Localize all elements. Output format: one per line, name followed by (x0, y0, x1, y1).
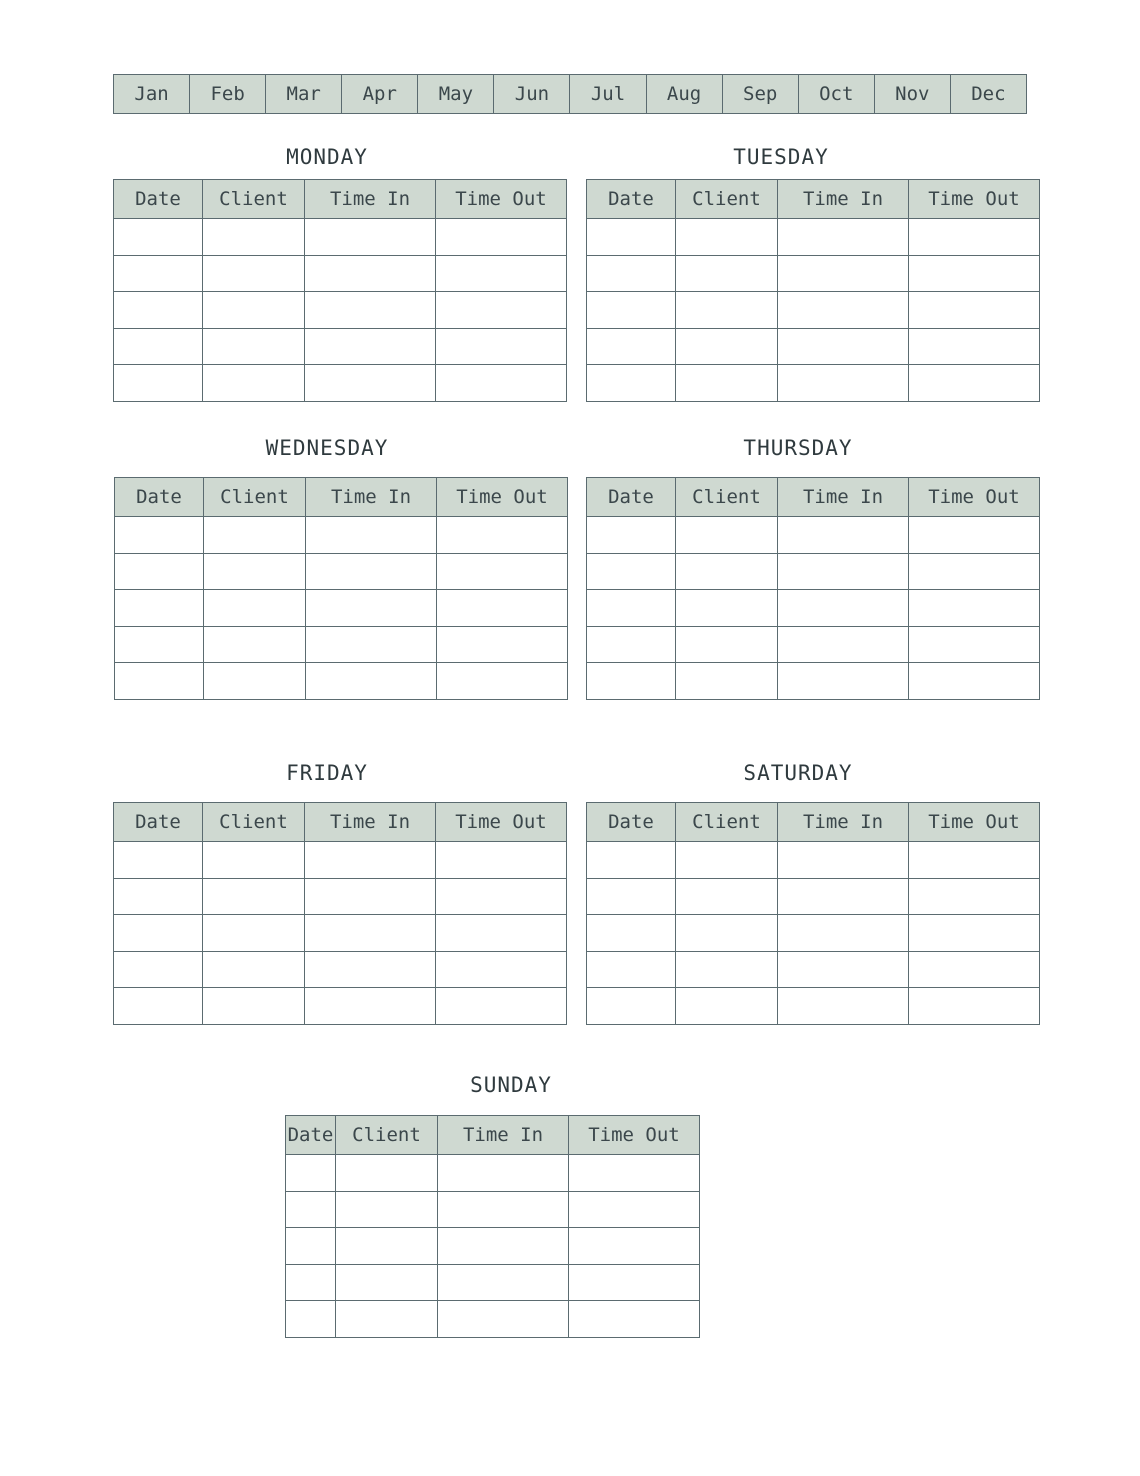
time-out-cell[interactable] (437, 553, 568, 590)
time-in-cell[interactable] (306, 626, 437, 663)
time-out-cell[interactable] (909, 590, 1040, 627)
date-cell[interactable] (587, 988, 676, 1025)
day-title-sunday: SUNDAY (470, 1073, 552, 1097)
time-in-cell[interactable] (778, 255, 909, 292)
friday-table (113, 802, 567, 1025)
date-cell[interactable] (286, 1301, 336, 1338)
date-cell[interactable] (587, 365, 676, 402)
time-in-cell[interactable] (778, 878, 909, 915)
month-bar (113, 74, 1027, 114)
table-row (115, 517, 568, 554)
sunday-table (285, 1115, 700, 1338)
client-cell[interactable] (676, 590, 778, 627)
client-cell[interactable] (203, 842, 305, 879)
column-header-date: Date (587, 803, 676, 842)
client-cell[interactable] (676, 553, 778, 590)
saturday-table (586, 802, 1040, 1025)
client-cell[interactable] (676, 988, 778, 1025)
client-cell[interactable] (676, 878, 778, 915)
month-apr[interactable]: Apr (342, 75, 418, 113)
client-cell[interactable] (203, 292, 305, 329)
client-cell[interactable] (203, 951, 305, 988)
date-cell[interactable] (114, 915, 203, 952)
time-in-cell[interactable] (778, 517, 909, 554)
header-row (114, 180, 567, 219)
client-cell[interactable] (676, 626, 778, 663)
date-cell[interactable] (587, 626, 676, 663)
time-in-cell[interactable] (778, 626, 909, 663)
client-cell[interactable] (203, 878, 305, 915)
client-cell[interactable] (676, 517, 778, 554)
header-row (115, 478, 568, 517)
date-cell[interactable] (587, 842, 676, 879)
date-cell[interactable] (587, 878, 676, 915)
date-cell[interactable] (587, 517, 676, 554)
client-cell[interactable] (203, 365, 305, 402)
time-out-cell[interactable] (436, 842, 567, 879)
table-row (114, 915, 567, 952)
table-row (114, 988, 567, 1025)
column-header-client: Client (676, 180, 778, 219)
client-cell[interactable] (676, 328, 778, 365)
client-cell[interactable] (204, 590, 306, 627)
table-row (587, 626, 1040, 663)
time-out-cell[interactable] (909, 878, 1040, 915)
time-out-cell[interactable] (437, 626, 568, 663)
date-cell[interactable] (114, 842, 203, 879)
client-cell[interactable] (336, 1155, 438, 1192)
column-header-time-in: Time In (306, 478, 437, 517)
table-row (286, 1228, 700, 1265)
time-in-cell[interactable] (778, 365, 909, 402)
time-in-cell[interactable] (778, 553, 909, 590)
time-out-cell[interactable] (909, 663, 1040, 700)
column-header-date: Date (286, 1116, 336, 1155)
client-cell[interactable] (203, 988, 305, 1025)
column-header-client: Client (203, 180, 305, 219)
table-row (587, 292, 1040, 329)
column-header-time-in: Time In (778, 803, 909, 842)
month-aug[interactable]: Aug (647, 75, 723, 113)
date-cell[interactable] (286, 1155, 336, 1192)
time-in-cell[interactable] (305, 255, 436, 292)
time-in-cell[interactable] (305, 365, 436, 402)
time-out-cell[interactable] (569, 1155, 700, 1192)
table-row (286, 1191, 700, 1228)
time-out-cell[interactable] (909, 292, 1040, 329)
time-out-cell[interactable] (437, 663, 568, 700)
time-out-cell[interactable] (909, 517, 1040, 554)
date-cell[interactable] (115, 590, 204, 627)
column-header-time-out: Time Out (437, 478, 568, 517)
time-out-cell[interactable] (436, 915, 567, 952)
time-out-cell[interactable] (909, 255, 1040, 292)
table-row (114, 842, 567, 879)
table-row (115, 626, 568, 663)
client-cell[interactable] (204, 626, 306, 663)
time-out-cell[interactable] (436, 988, 567, 1025)
column-header-client: Client (676, 803, 778, 842)
column-header-client: Client (336, 1116, 438, 1155)
time-in-cell[interactable] (778, 590, 909, 627)
time-in-cell[interactable] (305, 292, 436, 329)
date-cell[interactable] (114, 988, 203, 1025)
table-row (587, 951, 1040, 988)
wednesday-table (114, 477, 568, 700)
table-row (286, 1301, 700, 1338)
month-feb[interactable]: Feb (190, 75, 266, 113)
time-in-cell[interactable] (438, 1301, 569, 1338)
month-sep[interactable]: Sep (723, 75, 799, 113)
time-in-cell[interactable] (778, 842, 909, 879)
table-row (587, 842, 1040, 879)
client-cell[interactable] (336, 1301, 438, 1338)
client-cell[interactable] (676, 663, 778, 700)
time-in-cell[interactable] (438, 1155, 569, 1192)
day-title-thursday: THURSDAY (743, 436, 853, 460)
client-cell[interactable] (676, 219, 778, 256)
time-in-cell[interactable] (778, 663, 909, 700)
column-header-date: Date (114, 803, 203, 842)
table-row (115, 663, 568, 700)
date-cell[interactable] (115, 663, 204, 700)
month-jan[interactable]: Jan (114, 75, 190, 113)
time-out-cell[interactable] (436, 878, 567, 915)
column-header-time-out: Time Out (436, 803, 567, 842)
table-row (587, 219, 1040, 256)
client-cell[interactable] (676, 292, 778, 329)
header-row (286, 1116, 700, 1155)
client-cell[interactable] (203, 255, 305, 292)
time-out-cell[interactable] (569, 1191, 700, 1228)
column-header-date: Date (587, 180, 676, 219)
time-in-cell[interactable] (305, 328, 436, 365)
time-out-cell[interactable] (909, 951, 1040, 988)
client-cell[interactable] (204, 517, 306, 554)
client-cell[interactable] (676, 915, 778, 952)
date-cell[interactable] (114, 328, 203, 365)
time-out-cell[interactable] (437, 517, 568, 554)
date-cell[interactable] (114, 219, 203, 256)
time-in-cell[interactable] (305, 878, 436, 915)
client-cell[interactable] (676, 365, 778, 402)
time-in-cell[interactable] (305, 219, 436, 256)
time-out-cell[interactable] (909, 988, 1040, 1025)
day-title-monday: MONDAY (286, 145, 368, 169)
month-dec[interactable]: Dec (971, 83, 1006, 105)
table-row (587, 365, 1040, 402)
time-in-cell[interactable] (305, 842, 436, 879)
date-cell[interactable] (114, 951, 203, 988)
time-in-cell[interactable] (305, 951, 436, 988)
client-cell[interactable] (676, 842, 778, 879)
time-in-cell[interactable] (306, 517, 437, 554)
month-oct[interactable]: Oct (799, 75, 875, 113)
client-cell[interactable] (203, 328, 305, 365)
time-out-cell[interactable] (436, 328, 567, 365)
client-cell[interactable] (204, 663, 306, 700)
table-row (115, 590, 568, 627)
column-header-client: Client (203, 803, 305, 842)
header-row (114, 803, 567, 842)
date-cell[interactable] (114, 365, 203, 402)
time-in-cell[interactable] (778, 219, 909, 256)
table-row (587, 255, 1040, 292)
column-header-time-out: Time Out (909, 803, 1040, 842)
table-row (114, 951, 567, 988)
thursday-table (586, 477, 1040, 700)
date-cell[interactable] (587, 328, 676, 365)
client-cell[interactable] (676, 255, 778, 292)
time-out-cell[interactable] (436, 951, 567, 988)
monday-table (113, 179, 567, 402)
month-jul[interactable]: Jul (570, 75, 646, 113)
time-out-cell[interactable] (436, 292, 567, 329)
client-cell[interactable] (336, 1264, 438, 1301)
table-row (587, 988, 1040, 1025)
time-out-cell[interactable] (436, 219, 567, 256)
column-header-time-in: Time In (305, 180, 436, 219)
column-header-time-out: Time Out (909, 180, 1040, 219)
column-header-client: Client (676, 478, 778, 517)
column-header-date: Date (587, 478, 676, 517)
header-row (587, 478, 1040, 517)
table-row (114, 878, 567, 915)
time-in-cell[interactable] (438, 1228, 569, 1265)
time-out-cell[interactable] (909, 842, 1040, 879)
table-row (114, 255, 567, 292)
date-cell[interactable] (587, 219, 676, 256)
time-out-cell[interactable] (909, 626, 1040, 663)
table-row (114, 365, 567, 402)
date-cell[interactable] (587, 663, 676, 700)
date-cell[interactable] (114, 255, 203, 292)
time-out-cell[interactable] (569, 1264, 700, 1301)
column-header-time-in: Time In (305, 803, 436, 842)
column-header-date: Date (115, 478, 204, 517)
time-out-cell[interactable] (436, 255, 567, 292)
time-in-cell[interactable] (306, 663, 437, 700)
time-out-cell[interactable] (437, 590, 568, 627)
time-in-cell[interactable] (778, 292, 909, 329)
client-cell[interactable] (336, 1228, 438, 1265)
time-out-cell[interactable] (909, 365, 1040, 402)
table-row (286, 1264, 700, 1301)
month-mar[interactable]: Mar (266, 75, 342, 113)
date-cell[interactable] (587, 292, 676, 329)
time-in-cell[interactable] (778, 915, 909, 952)
table-row (587, 553, 1040, 590)
time-in-cell[interactable] (305, 915, 436, 952)
time-out-cell[interactable] (436, 365, 567, 402)
time-in-cell[interactable] (306, 590, 437, 627)
date-cell[interactable] (286, 1264, 336, 1301)
client-cell[interactable] (676, 951, 778, 988)
date-cell[interactable] (286, 1228, 336, 1265)
date-cell[interactable] (587, 553, 676, 590)
table-row (587, 517, 1040, 554)
table-row (114, 292, 567, 329)
time-out-cell[interactable] (909, 328, 1040, 365)
date-cell[interactable] (587, 590, 676, 627)
time-in-cell[interactable] (305, 988, 436, 1025)
time-out-cell[interactable] (569, 1228, 700, 1265)
table-row (114, 328, 567, 365)
tuesday-table (586, 179, 1040, 402)
time-in-cell[interactable] (438, 1264, 569, 1301)
table-row (115, 553, 568, 590)
date-cell[interactable] (587, 255, 676, 292)
table-row (587, 328, 1040, 365)
column-header-time-in: Time In (778, 180, 909, 219)
date-cell[interactable] (115, 626, 204, 663)
day-title-tuesday: TUESDAY (733, 145, 829, 169)
time-out-cell[interactable] (569, 1301, 700, 1338)
table-row (114, 219, 567, 256)
client-cell[interactable] (336, 1191, 438, 1228)
date-cell[interactable] (286, 1191, 336, 1228)
table-row (587, 590, 1040, 627)
month-jun[interactable]: Jun (494, 75, 570, 113)
column-header-time-out: Time Out (436, 180, 567, 219)
date-cell[interactable] (114, 292, 203, 329)
date-cell[interactable] (587, 915, 676, 952)
column-header-date: Date (114, 180, 203, 219)
time-in-cell[interactable] (778, 951, 909, 988)
day-title-saturday: SATURDAY (743, 761, 853, 785)
table-row (286, 1155, 700, 1192)
time-in-cell[interactable] (438, 1191, 569, 1228)
table-row (587, 663, 1040, 700)
header-row (587, 803, 1040, 842)
column-header-time-in: Time In (778, 478, 909, 517)
day-title-wednesday: WEDNESDAY (265, 436, 389, 460)
date-cell[interactable] (115, 517, 204, 554)
time-in-cell[interactable] (778, 328, 909, 365)
date-cell[interactable] (114, 878, 203, 915)
day-title-friday: FRIDAY (286, 761, 368, 785)
date-cell[interactable] (115, 553, 204, 590)
header-row (587, 180, 1040, 219)
column-header-time-in: Time In (438, 1116, 569, 1155)
month-nov[interactable]: Nov (875, 75, 951, 113)
time-out-cell[interactable] (909, 915, 1040, 952)
column-header-client: Client (204, 478, 306, 517)
client-cell[interactable] (203, 219, 305, 256)
month-may[interactable]: May (418, 75, 494, 113)
table-row (587, 878, 1040, 915)
time-out-cell[interactable] (909, 553, 1040, 590)
time-out-cell[interactable] (909, 219, 1040, 256)
time-in-cell[interactable] (306, 553, 437, 590)
client-cell[interactable] (203, 915, 305, 952)
table-row (587, 915, 1040, 952)
time-in-cell[interactable] (778, 988, 909, 1025)
date-cell[interactable] (587, 951, 676, 988)
column-header-time-out: Time Out (569, 1116, 700, 1155)
column-header-time-out: Time Out (909, 478, 1040, 517)
client-cell[interactable] (204, 553, 306, 590)
